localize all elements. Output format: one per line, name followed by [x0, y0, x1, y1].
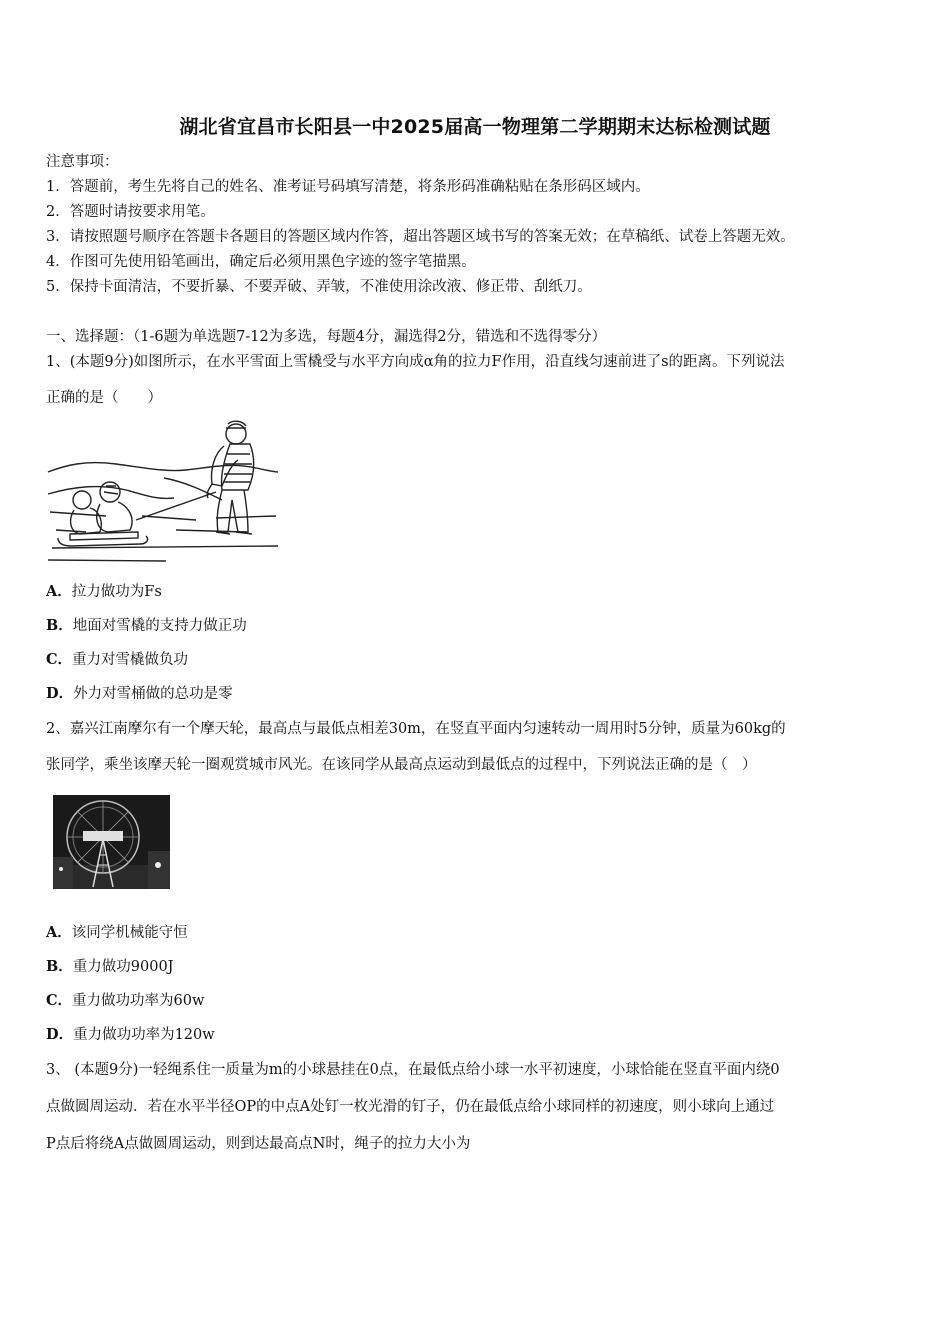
- notice-heading: 注意事项：: [46, 154, 119, 170]
- question-1-text: 正确的是（ ）: [46, 390, 162, 406]
- notice-item: 4．作图可先使用铅笔画出，确定后必须用黑色字迹的签字笔描黑。: [46, 254, 476, 270]
- option-b: B．重力做功9000J: [46, 958, 174, 975]
- question-3-text: P点后将绕A点做圆周运动，则到达最高点N时，绳子的拉力大小为: [46, 1136, 471, 1152]
- ferris-wheel-photo: [53, 795, 170, 889]
- question-2-text: 2、嘉兴江南摩尔有一个摩天轮，最高点与最低点相差30m，在竖直平面内匀速转动一周用时5分钟，质量为60kg的: [46, 721, 786, 737]
- sled-illustration: [46, 420, 280, 565]
- question-1-text: 1、(本题9分)如图所示，在水平雪面上雪橇受与水平方向成α角的拉力F作用，沿直线匀速前进了s的距离。下列说法: [46, 354, 785, 370]
- page-title: 湖北省宜昌市长阳县一中2025届高一物理第二学期期末达标检测试题: [179, 116, 771, 138]
- section-heading: 一、选择题：（1-6题为单选题7-12为多选，每题4分，漏选得2分，错选和不选得零分）: [46, 329, 607, 345]
- question-3-text: 点做圆周运动．若在水平半径OP的中点A处钉一枚光滑的钉子，仍在最低点给小球同样的初速度，则小球向上通过: [46, 1099, 775, 1115]
- option-b: B．地面对雪橇的支持力做正功: [46, 617, 247, 634]
- notice-item: 5．保持卡面清洁，不要折暴、不要弄破、弄皱，不准使用涂改液、修正带、刮纸刀。: [46, 279, 592, 295]
- option-d: D．重力做功功率为120w: [46, 1026, 215, 1043]
- notice-item: 3．请按照题号顺序在答题卡各题目的答题区域内作答，超出答题区域书写的答案无效；在草稿纸、试卷上答题无效。: [46, 229, 795, 245]
- option-a: A．拉力做功为Fs: [46, 583, 162, 600]
- notice-item: 1．答题前，考生先将自己的姓名、准考证号码填写清楚，将条形码准确粘贴在条形码区域内。: [46, 179, 650, 195]
- option-c: C．重力对雪橇做负功: [46, 651, 189, 668]
- option-a: A．该同学机械能守恒: [46, 924, 188, 941]
- notice-item: 2．答题时请按要求用笔。: [46, 204, 215, 220]
- option-d: D．外力对雪桶做的总功是零: [46, 685, 233, 702]
- question-2-text: 张同学，乘坐该摩天轮一圈观赏城市风光。在该同学从最高点运动到最低点的过程中，下列说法正确的是（ ）: [46, 757, 757, 773]
- option-c: C．重力做功功率为60w: [46, 992, 205, 1009]
- question-3-text: 3、 (本题9分)一轻绳系住一质量为m的小球悬挂在0点，在最低点给小球一水平初速度，小球恰能在竖直平面内绕0: [46, 1062, 780, 1078]
